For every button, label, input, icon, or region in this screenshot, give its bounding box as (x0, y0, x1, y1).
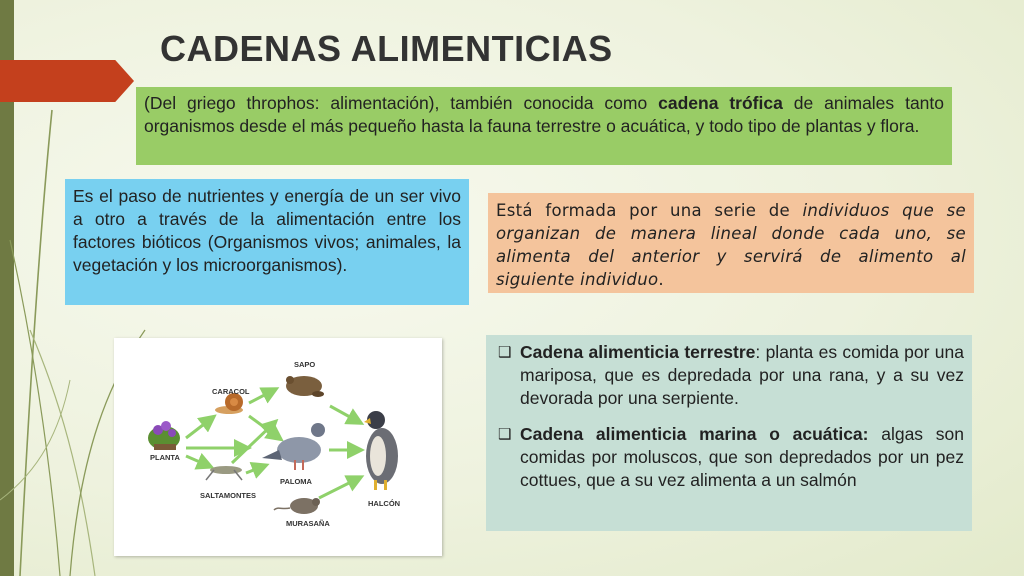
page-title: CADENAS ALIMENTICIAS (160, 28, 613, 69)
intro-text: (Del griego throphos: alimentación), también conocida como (144, 93, 659, 113)
nutrients-text: Es el paso de nutrientes y energía de un ser vivo a otro a través de la alimentación entre los factores bióticos (Organismos vivos; animales, la vegetación y los microorganismos). (73, 186, 461, 275)
list-item-rest: : planta es comida por una mariposa, que es depredada por una rana, y a su vez devorada por una serpiente. (520, 342, 964, 408)
list-item-text (520, 341, 964, 410)
arrows (186, 390, 359, 498)
list-item-text (520, 423, 964, 492)
list-item-bold: Cadena alimenticia terrestre (520, 342, 756, 362)
label-caracol: CARACOL (212, 387, 250, 396)
label-murasana: MURASAÑA (286, 519, 330, 528)
falcon-icon (364, 411, 398, 490)
checkbox-bullet-icon: ❑ (498, 344, 512, 361)
snail-icon (215, 393, 243, 414)
series-text-end: . (658, 270, 664, 289)
list-item-bold: Cadena alimenticia marina o acuática: (520, 424, 869, 444)
grasshopper-icon (206, 466, 242, 480)
toad-icon (286, 376, 324, 397)
plant-icon (148, 421, 180, 450)
label-halcon: HALCÓN (368, 499, 401, 508)
list-item-marina (498, 423, 964, 492)
list-item-terrestre (498, 341, 964, 410)
food-web-diagram (114, 338, 442, 556)
series-text: Está formada por una serie de (496, 201, 803, 220)
intro-box (136, 87, 952, 165)
pigeon-icon (262, 423, 325, 470)
intro-text-end: de animales tanto organismos desde el más pequeño hasta la fauna terrestre o acuática, y todo tipo de plantas y flora. (144, 93, 945, 136)
accent-flag (0, 60, 134, 102)
label-saltamontes: SALTAMONTES (200, 491, 256, 500)
chain-types-box (486, 335, 972, 531)
intro-bold-term: cadena trófica (658, 93, 783, 113)
nutrients-box (65, 179, 469, 305)
label-paloma: PALOMA (280, 477, 312, 486)
label-planta: PLANTA (150, 453, 180, 462)
series-italic-text: individuos que se organizan de manera lineal donde cada uno, se alimenta del anterior y servirá de alimento al siguiente individuo (496, 201, 966, 289)
list-item-rest: algas son comidas por moluscos, que son depredados por un pez cottues, que a su vez alimenta a un salmón (520, 424, 964, 490)
checkbox-bullet-icon: ❑ (498, 426, 512, 443)
series-box (488, 193, 974, 293)
shrew-icon (274, 498, 320, 514)
label-sapo: SAPO (294, 360, 316, 369)
